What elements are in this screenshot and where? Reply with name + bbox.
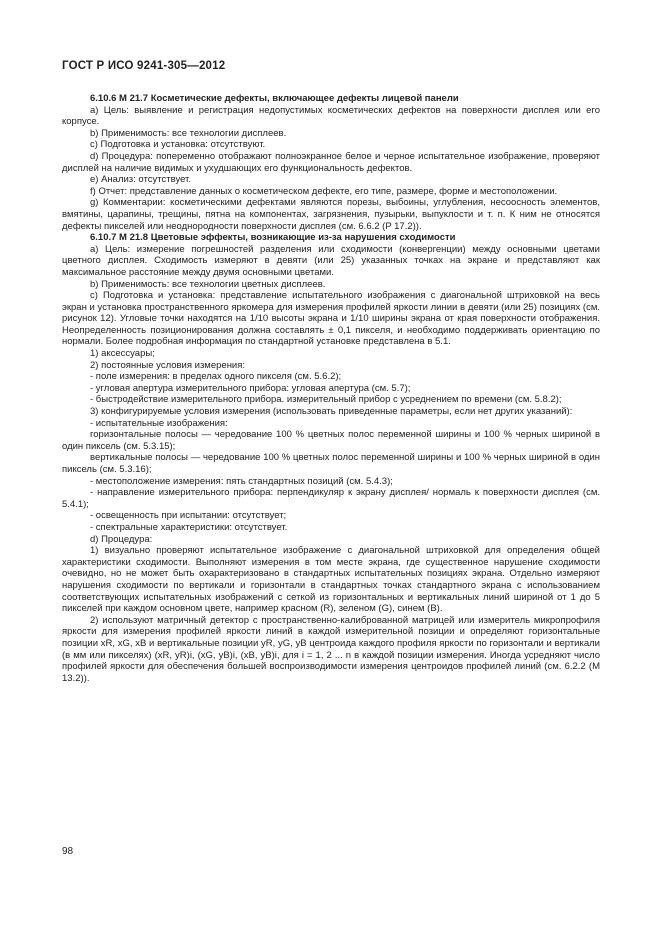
paragraph: b) Применимость: все технологии дисплеев. [90, 127, 287, 139]
paragraph: - местоположение измерения: пять стандартных позиций (см. 5.4.3); [90, 475, 393, 487]
paragraph: b) Применимость: все технологии цветных дисплеев. [90, 278, 326, 290]
page-number: 98 [62, 846, 74, 857]
paragraph: с) Подготовка и установка: отсутствуют. [90, 139, 266, 151]
paragraph: а) Цель: измерение погрешностей разделения или сходимости (конвергенции) между основными цветами цветного дисплея. Сходимость измеряют в девяти (или 25) указанных точках на экране и представляют как максимальное расстояние между двумя основными цветами. [62, 243, 600, 278]
paragraph: вертикальные полосы — чередование 100 % цветных полос переменной ширины и 100 % черных шириной в один пиксель (см. 5.3.16); [62, 452, 600, 475]
paragraph: 1) аксессуары; [90, 348, 155, 360]
paragraph: горизонтальные полосы — чередование 100 % цветных полос переменной ширины и 100 % черных шириной в один пиксель (см. 5.3.15); [62, 429, 600, 452]
paragraph: f) Отчет: представление данных о косметическом дефекте, его типе, размере, форме и местоположении. [90, 185, 558, 197]
paragraph: - поле измерения: в пределах одного пикселя (см. 5.6.2); [90, 371, 342, 383]
section-heading: 6.10.6 M 21.7 Косметические дефекты, включающее дефекты лицевой панели [90, 93, 459, 104]
paragraph: - испытательные изображения: [90, 417, 228, 429]
paragraph: 2) используют матричный детектор с пространственно-калиброванной матрицей или измеритель микропрофиля яркости для измерения профилей яркости линий в каждой измерительной позиции и определяют горизонтальные позиции xR, xG, xB и вертикальные позиции yR, yG, yB центроида каждого профиля яркости по горизонтали и вертикали (в мм или пикселях) (xR, yR)i, (xG, yB)i, (xB, yB)i, для i = 1, 2 ... n в каждой позиции измерения. Иногда усредняют число профилей яркости для обеспечения большей воспроизводимости измерения центроидов профилей линий (см. 6.2.2 (М 13.2)). [62, 614, 600, 684]
paragraph: e) Анализ: отсутствует. [90, 174, 191, 186]
paragraph: 1) визуально проверяют испытательное изображение с диагональной штриховкой для определения общей характеристики сходимости. Выполняют измерения в том месте экрана, где существенное нарушение сходимости очевидно, но не может быть охарактеризовано в стандартных испытательных позициях экрана. Отдельно измеряют нарушения сходимости по вертикали и горизонтали в стандартных точках стандартного экрана с использованием соответствующих испытательных изображений с сеткой из горизонтальных и вертикальных линий шириной от 1 до 5 пикселей при каждом основном цвете, например красном (R), зеленом (G), синем (B). [62, 545, 600, 615]
paragraph: с) Подготовка и установка: представление испытательного изображения с диагональной штриховкой на весь экран и установка пространственного яркомера для измерения профилей яркости линии в девяти (или 25) позициях (см. рисунок 12). Угловые точки находятся на 1/10 высоты экрана и 1/10 ширины экрана от края поверхности отображения. Неопределенность позиционирования должна составлять ± 0,1 пикселя, и необходимо поддерживать ориентацию по нормали. Более подробная информация по стандартной установке представлена в 5.1. [62, 290, 600, 348]
paragraph: - освещенность при испытании: отсутствует; [90, 510, 287, 522]
paragraph: d) Процедура: [90, 533, 153, 545]
paragraph: g) Комментарии: косметическими дефектами являются порезы, выбоины, углубления, несоосность элементов, вмятины, царапины, трещины, пятна на компонентах, загрязнения, пузырьки, выпуклости и т. п. К ним не относятся дефекты пикселей или неоднородности поверхности дисплея (см. 6.6.2 (P 17.2)). [62, 197, 600, 232]
paragraph: 3) конфигурируемые условия измерения (использовать приведенные параметры, если нет других указаний): [90, 406, 573, 418]
section-heading: 6.10.7 M 21.8 Цветовые эффекты, возникающие из-за нарушения сходимости [90, 232, 456, 244]
paragraph: - спектральные характеристики: отсутствует. [90, 521, 288, 533]
paragraph: - направление измерительного прибора: перпендикуляр к экрану дисплея/ нормаль к поверхности дисплея (см. 5.4.1); [62, 487, 600, 510]
document-header: ГОСТ Р ИСО 9241-305—2012 [62, 60, 226, 72]
paragraph: - быстродействие измерительного прибора. измерительный прибор с усреднением по времени (см. 5.8.2); [90, 394, 562, 406]
paragraph: - угловая апертура измерительного прибора: угловая апертура (см. 5.7); [90, 382, 411, 394]
paragraph: d) Процедура: попеременно отображают полноэкранное белое и черное испытательное изображение, проверяют дисплей на наличие видимых и ухудшающих его функциональность дефектов. [62, 150, 600, 174]
paragraph: 2) постоянные условия измерения: [90, 359, 246, 371]
document-body [62, 93, 600, 684]
paragraph: а) Цель: выявление и регистрация недопустимых косметических дефектов на поверхности дисплея или его корпусе. [62, 104, 600, 128]
